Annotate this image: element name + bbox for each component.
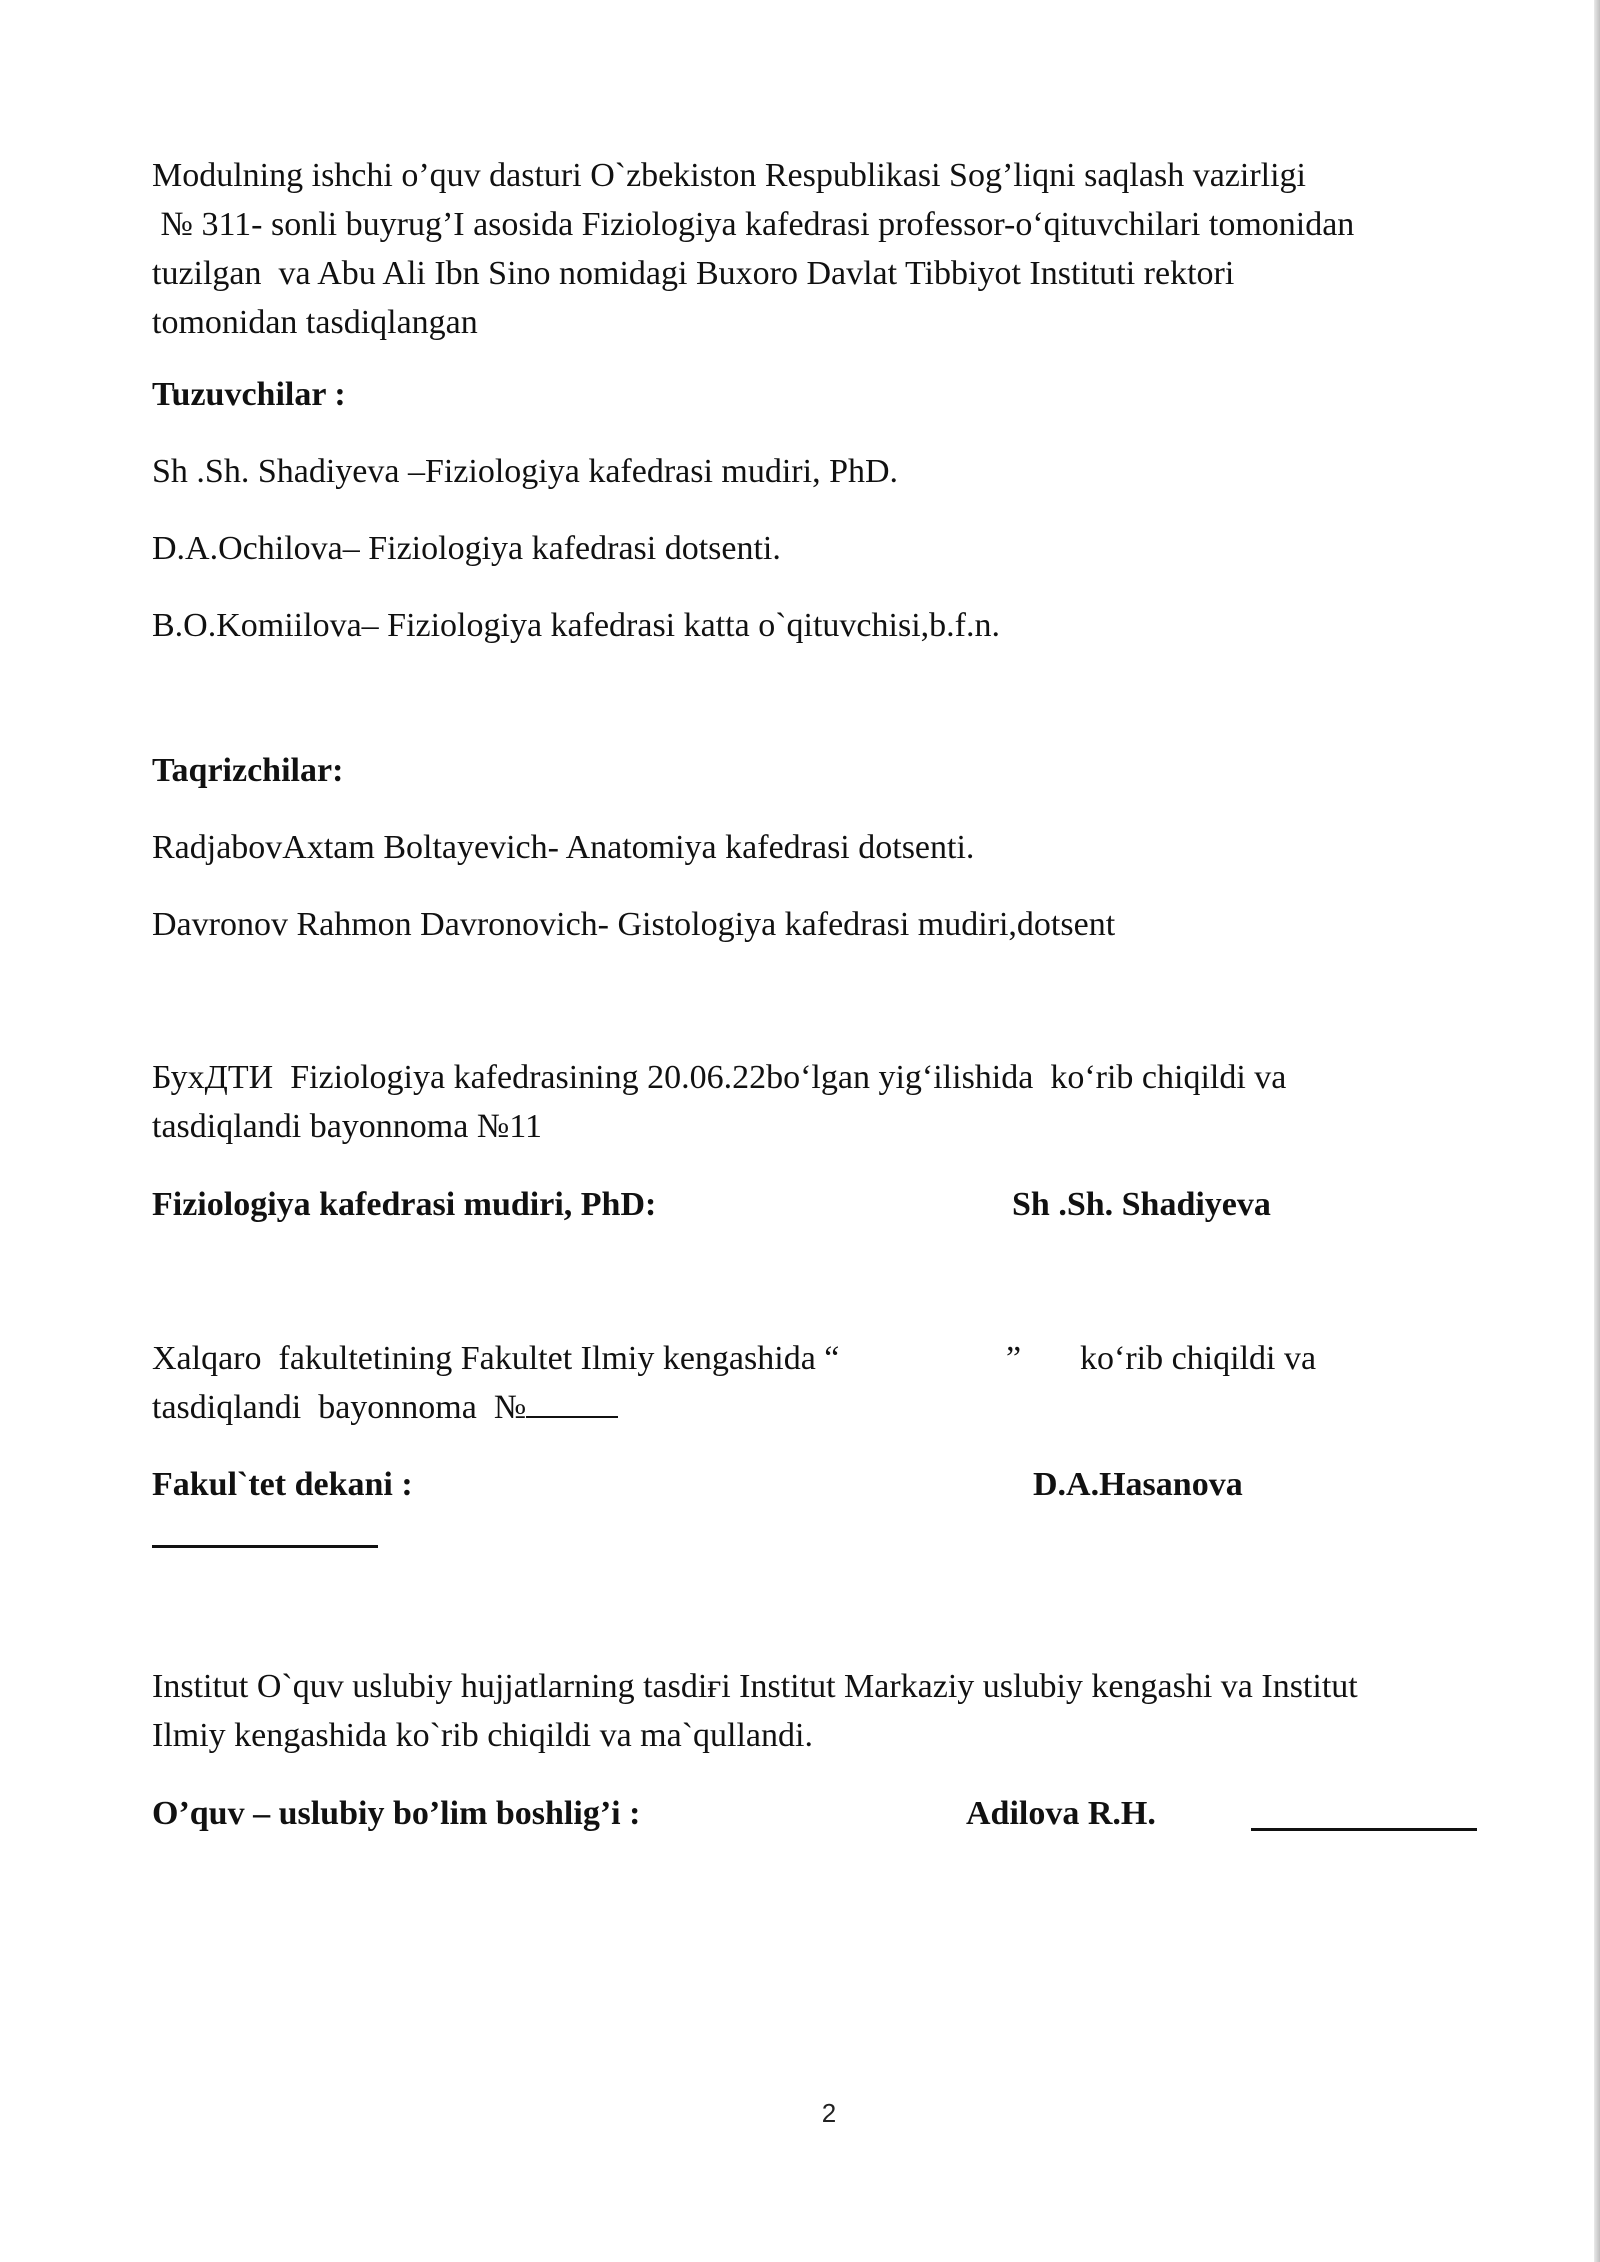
institute-approval-line: Institut O`quv uslubiy hujjatlarning tasdiғi Institut Markaziy uslubiy kengashi va Institut xyxy=(152,1668,1358,1705)
faculty-approval-text: Xalqaro fakultetining Fakultet Ilmiy kengashida “ xyxy=(152,1340,840,1377)
department-approval-line: tasdiqlandi bayonnoma №11 xyxy=(152,1108,543,1145)
institute-approval-line: Ilmiy kengashida ko`rib chiqildi va ma`qullandi. xyxy=(152,1717,813,1754)
department-approval-paragraph xyxy=(152,1053,1286,1151)
compiler-entry: B.O.Komiilova– Fiziologiya kafedrasi katta o`qituvchisi,b.f.n. xyxy=(152,607,1000,644)
faculty-approval-protocol-label: tasdiqlandi bayonnoma № xyxy=(152,1389,527,1426)
intro-line: tuzilgan va Abu Ali Ibn Sino nomidagi Buxoro Davlat Tibbiyot Instituti rektori xyxy=(152,255,1235,292)
compilers-heading: Tuzuvchilar : xyxy=(152,376,346,413)
compiler-entry: Sh .Sh. Shadiyeva –Fiziologiya kafedrasi mudiri, PhD. xyxy=(152,453,899,490)
faculty-approval-text-end: ko‘rib chiqildi va xyxy=(1080,1340,1317,1377)
faculty-signature-role: Fakul`tet dekani : xyxy=(152,1466,413,1503)
institute-signature-line xyxy=(1251,1828,1477,1831)
faculty-signature-name: D.A.Hasanova xyxy=(1033,1466,1243,1503)
dean-signature-line xyxy=(152,1545,378,1548)
department-approval-line: БухДТИ Fiziologiya kafedrasining 20.06.22bo‘lgan yig‘ilishida ko‘rib chiqildi va xyxy=(152,1059,1287,1096)
reviewers-heading: Taqrizchilar: xyxy=(152,752,344,789)
institute-signature-role: O’quv – uslubiy bo’lim boshlig’i : xyxy=(152,1795,641,1832)
institute-approval-paragraph xyxy=(152,1662,1358,1760)
faculty-approval-quote-close: ” xyxy=(1006,1340,1022,1377)
reviewer-entry: Davronov Rahmon Davronovich- Gistologiya kafedrasi mudiri,dotsent xyxy=(152,906,1116,943)
page-number: 2 xyxy=(821,2098,837,2128)
page-edge-shadow xyxy=(1594,0,1600,2262)
department-signature-name: Sh .Sh. Shadiyeva xyxy=(1012,1186,1271,1223)
faculty-approval-line2 xyxy=(152,1383,618,1432)
protocol-number-blank xyxy=(526,1386,618,1418)
intro-paragraph xyxy=(152,151,1354,347)
reviewer-entry: RadjabovAxtam Boltayevich- Anatomiya kafedrasi dotsenti. xyxy=(152,829,975,866)
intro-line: Modulning ishchi o’quv dasturi O`zbekiston Respublikasi Sog’liqni saqlash vazirligi xyxy=(152,157,1306,194)
intro-line: № 311- sonli buyrug’I asosida Fiziologiya kafedrasi professor-o‘qituvchilari tomonidan xyxy=(152,206,1355,243)
institute-signature-name: Adilova R.H. xyxy=(966,1795,1156,1832)
department-signature-role: Fiziologiya kafedrasi mudiri, PhD: xyxy=(152,1186,657,1223)
compiler-entry: D.A.Ochilova– Fiziologiya kafedrasi dotsenti. xyxy=(152,530,781,567)
intro-line: tomonidan tasdiqlangan xyxy=(152,304,478,341)
